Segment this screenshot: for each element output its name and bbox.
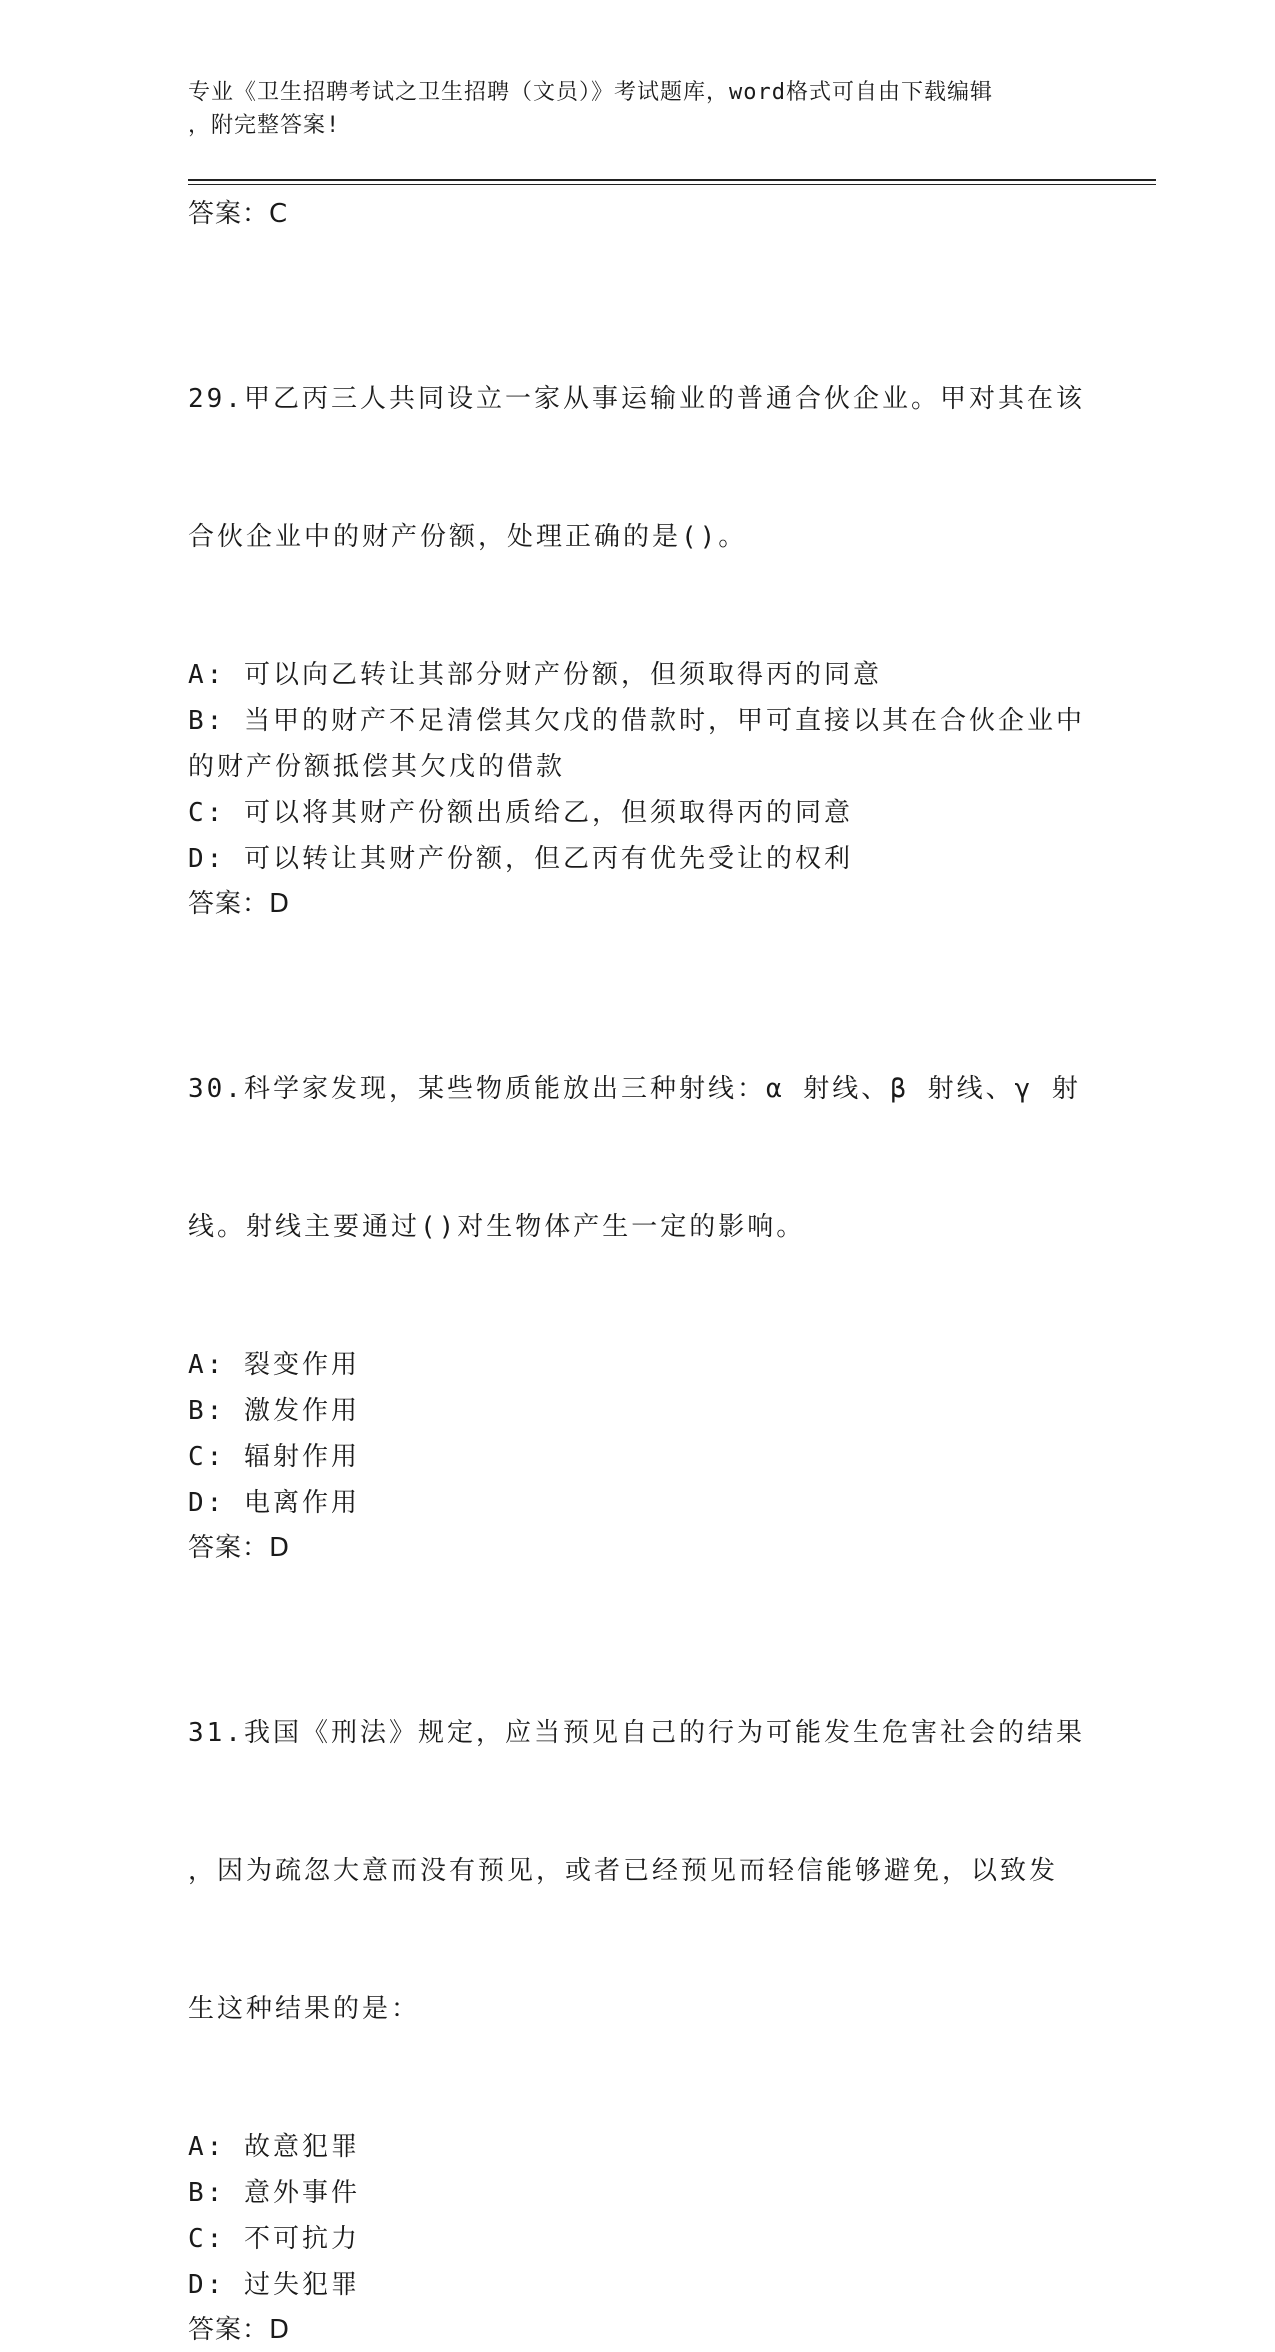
- stem-line: 生这种结果的是：: [188, 1994, 421, 2024]
- stem-line: ，因为疏忽大意而没有预见，或者已经预见而轻信能够避免，以致发: [188, 1856, 1059, 1886]
- header-divider-thin: [188, 184, 1156, 185]
- question-stem: [188, 1618, 1088, 2124]
- stem-line: 30.科学家发现，某些物质能放出三种射线：α 射线、β 射线、γ 射: [188, 1074, 1081, 1104]
- question-30: [188, 974, 1088, 1570]
- option-a: A: 裂变作用: [188, 1350, 360, 1380]
- question-list: [188, 192, 1088, 2352]
- option-b: B: 激发作用: [188, 1396, 360, 1426]
- option-a: A: 可以向乙转让其部分财产份额，但须取得丙的同意: [188, 660, 882, 690]
- option-d: D: 过失犯罪: [188, 2270, 360, 2300]
- previous-answer: 答案：C: [188, 199, 289, 229]
- stem-line: 29.甲乙丙三人共同设立一家从事运输业的普通合伙企业。甲对其在该: [188, 384, 1085, 414]
- option-d: D: 可以转让其财产份额，但乙丙有优先受让的权利: [188, 844, 853, 874]
- answer: 答案：D: [188, 889, 291, 919]
- stem-line: 合伙企业中的财产份额，处理正确的是()。: [188, 522, 748, 552]
- option-c: C: 不可抗力: [188, 2224, 360, 2254]
- question-stem: [188, 974, 1088, 1342]
- header-line-2: ，附完整答案!: [188, 113, 341, 138]
- header-line-1: 专业《卫生招聘考试之卫生招聘（文员）》考试题库，word格式可自由下载编辑: [188, 80, 993, 105]
- question-stem: [188, 284, 1088, 652]
- question-31: [188, 1618, 1088, 2352]
- question-29: [188, 284, 1088, 926]
- answer: 答案：D: [188, 2315, 291, 2345]
- stem-line: 线。射线主要通过()对生物体产生一定的影响。: [188, 1212, 806, 1242]
- stem-line: 31.我国《刑法》规定，应当预见自己的行为可能发生危害社会的结果: [188, 1718, 1085, 1748]
- option-d: D: 电离作用: [188, 1488, 360, 1518]
- header-divider-thick: [188, 179, 1156, 181]
- option-c: C: 辐射作用: [188, 1442, 360, 1472]
- document-header: [188, 76, 1068, 142]
- option-b: B: 意外事件: [188, 2178, 360, 2208]
- option-a: A: 故意犯罪: [188, 2132, 360, 2162]
- option-c: C: 可以将其财产份额出质给乙，但须取得丙的同意: [188, 798, 853, 828]
- option-b: B: 当甲的财产不足清偿其欠戊的借款时，甲可直接以其在合伙企业中 的财产份额抵偿其欠戊的借款: [188, 706, 1085, 782]
- answer: 答案：D: [188, 1533, 291, 1563]
